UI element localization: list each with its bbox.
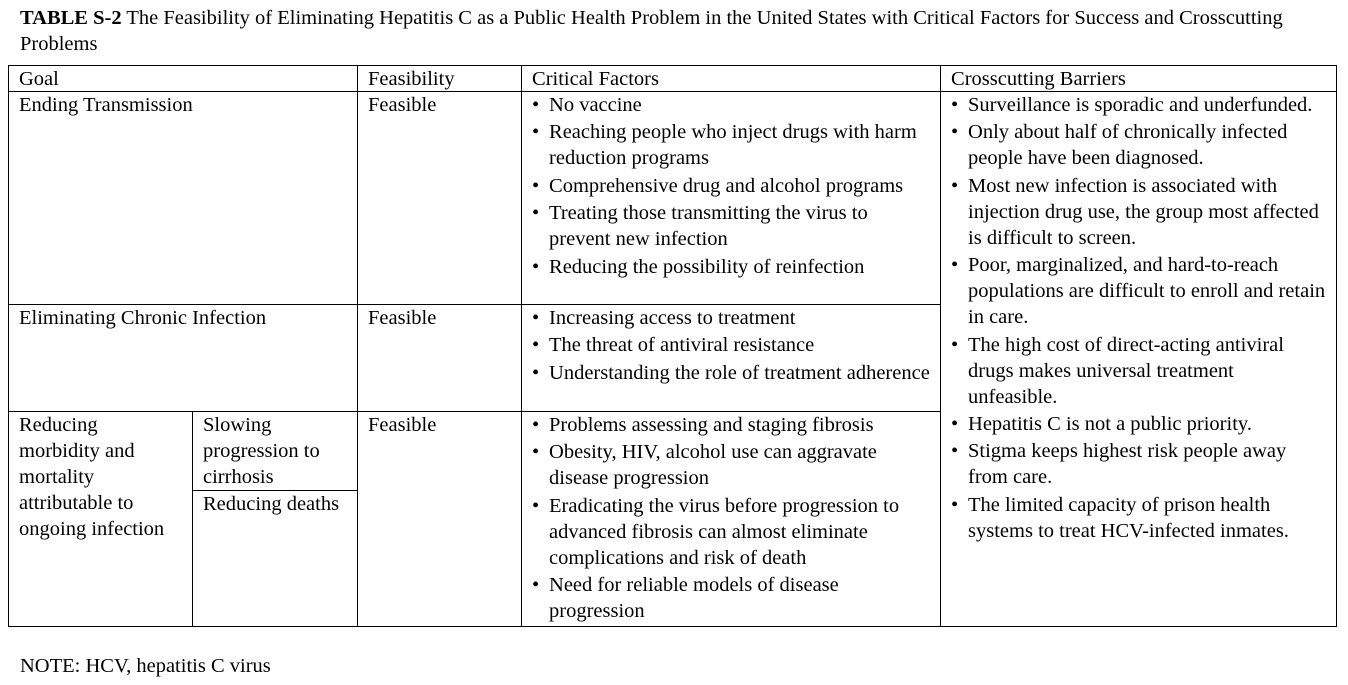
list-item: • The high cost of direct-acting antiviral drugs makes universal treatment unfeasible. — [951, 332, 1326, 410]
list-item: • Stigma keeps highest risk people away from care. — [951, 438, 1326, 490]
barriers-cell — [941, 92, 1337, 627]
feasibility-table — [8, 65, 1337, 627]
list-item: • Surveillance is sporadic and underfunded. — [951, 92, 1326, 118]
list-item: • Understanding the role of treatment adherence — [532, 360, 930, 386]
header-goal: Goal — [9, 66, 358, 92]
header-feasibility: Feasibility — [358, 66, 522, 92]
list-item: • Treating those transmitting the virus to prevent new infection — [532, 200, 930, 252]
table-title: The Feasibility of Eliminating Hepatitis C as a Public Health Problem in the United States with Critical Factors for Success and Crosscutting Problems — [20, 7, 1283, 55]
list-item: • Only about half of chronically infected people have been diagnosed. — [951, 119, 1326, 171]
header-barriers: Crosscutting Barriers — [941, 66, 1337, 92]
table-label: TABLE S-2 — [20, 7, 122, 29]
goal-cell: Eliminating Chronic Infection — [9, 305, 358, 412]
goal-cell: Ending Transmission — [9, 92, 358, 305]
critical-factors-cell — [522, 305, 941, 412]
list-item: • Need for reliable models of disease progression — [532, 572, 930, 624]
table-caption — [20, 5, 1320, 57]
feasibility-cell: Feasible — [358, 412, 522, 627]
list-item: • Reducing the possibility of reinfection — [532, 254, 930, 280]
goal-cell: Reducing morbidity and mortality attributable to ongoing infection — [9, 412, 193, 627]
feasibility-cell: Feasible — [358, 305, 522, 412]
table-row — [9, 92, 1337, 305]
list-item: • Increasing access to treatment — [532, 305, 930, 331]
list-item: • The threat of antiviral resistance — [532, 332, 930, 358]
critical-factors-cell — [522, 92, 941, 305]
subgoal-cell: Reducing deaths — [193, 491, 358, 627]
header-critical-factors: Critical Factors — [522, 66, 941, 92]
feasibility-cell: Feasible — [358, 92, 522, 305]
list-item: • Hepatitis C is not a public priority. — [951, 411, 1326, 437]
list-item: • Problems assessing and staging fibrosis — [532, 412, 930, 438]
list-item: • Obesity, HIV, alcohol use can aggravate disease progression — [532, 439, 930, 491]
list-item: • No vaccine — [532, 92, 930, 118]
table-note: NOTE: HCV, hepatitis C virus — [20, 655, 271, 677]
list-item: • Eradicating the virus before progression to advanced fibrosis can almost eliminate complications and risk of death — [532, 493, 930, 571]
list-item: • Most new infection is associated with injection drug use, the group most affected is difficult to screen. — [951, 173, 1326, 251]
list-item: • The limited capacity of prison health systems to treat HCV-infected inmates. — [951, 492, 1326, 544]
list-item: • Comprehensive drug and alcohol programs — [532, 173, 930, 199]
list-item: • Reaching people who inject drugs with harm reduction programs — [532, 119, 930, 171]
list-item: • Poor, marginalized, and hard-to-reach populations are difficult to enroll and retain in care. — [951, 252, 1326, 330]
header-row — [9, 66, 1337, 92]
critical-factors-cell — [522, 412, 941, 627]
subgoal-cell: Slowing progression to cirrhosis — [193, 412, 358, 491]
